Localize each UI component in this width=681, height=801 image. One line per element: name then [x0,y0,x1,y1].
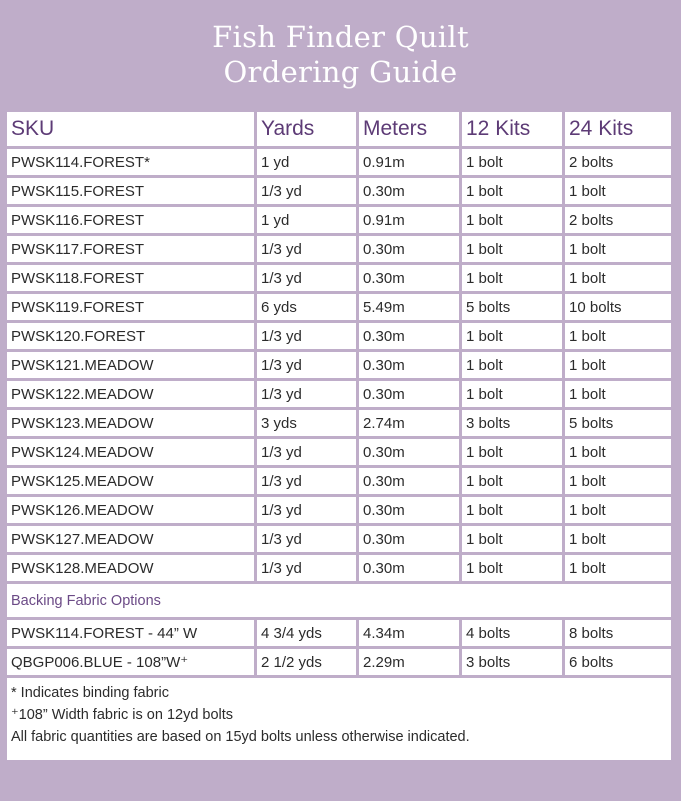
cell-yards: 1/3 yd [257,236,356,262]
cell-meters: 0.30m [359,555,459,581]
cell-12-kits: 1 bolt [462,439,562,465]
footer-band [0,771,681,801]
backing-section [7,584,671,617]
cell-meters: 4.34m [359,620,459,646]
cell-24-kits: 1 bolt [565,323,671,349]
cell-sku: PWSK114.FOREST - 44” W [7,620,254,646]
cell-sku: PWSK121.MEADOW [7,352,254,378]
cell-yards: 1/3 yd [257,497,356,523]
cell-meters: 0.30m [359,468,459,494]
cell-sku: PWSK128.MEADOW [7,555,254,581]
cell-sku: QBGP006.BLUE - 108”W⁺ [7,649,254,675]
cell-sku: PWSK124.MEADOW [7,439,254,465]
cell-meters: 0.91m [359,207,459,233]
cell-meters: 0.30m [359,265,459,291]
cell-12-kits: 1 bolt [462,468,562,494]
cell-sku: PWSK118.FOREST [7,265,254,291]
cell-yards: 1/3 yd [257,352,356,378]
cell-meters: 2.74m [359,410,459,436]
cell-meters: 5.49m [359,294,459,320]
cell-12-kits: 1 bolt [462,149,562,175]
cell-12-kits: 1 bolt [462,497,562,523]
cell-12-kits: 5 bolts [462,294,562,320]
cell-meters: 0.30m [359,439,459,465]
cell-meters: 0.30m [359,236,459,262]
table-row [7,352,671,378]
title-line-2: Ordering Guide [223,55,458,89]
cell-sku: PWSK114.FOREST* [7,149,254,175]
cell-12-kits: 1 bolt [462,526,562,552]
cell-yards: 1/3 yd [257,555,356,581]
table-row [7,410,671,436]
cell-sku: PWSK126.MEADOW [7,497,254,523]
cell-24-kits: 1 bolt [565,178,671,204]
cell-24-kits: 10 bolts [565,294,671,320]
table-row [7,439,671,465]
cell-12-kits: 1 bolt [462,352,562,378]
cell-sku: PWSK120.FOREST [7,323,254,349]
cell-24-kits: 1 bolt [565,555,671,581]
cell-yards: 1/3 yd [257,265,356,291]
notes-section [7,678,671,760]
cell-12-kits: 1 bolt [462,323,562,349]
table-row [7,149,671,175]
cell-12-kits: 1 bolt [462,207,562,233]
cell-meters: 0.30m [359,178,459,204]
cell-24-kits: 1 bolt [565,352,671,378]
cell-sku: PWSK117.FOREST [7,236,254,262]
ordering-table [4,109,674,763]
cell-12-kits: 4 bolts [462,620,562,646]
cell-yards: 1 yd [257,149,356,175]
backing-section-row [7,584,671,617]
cell-12-kits: 1 bolt [462,178,562,204]
page-title [7,8,674,112]
cell-12-kits: 3 bolts [462,410,562,436]
note-bolts: All fabric quantities are based on 15yd bolts unless otherwise indicated. [11,729,470,745]
cell-meters: 0.30m [359,381,459,407]
cell-meters: 0.30m [359,352,459,378]
cell-meters: 0.30m [359,526,459,552]
cell-24-kits: 2 bolts [565,207,671,233]
table-row [7,555,671,581]
cell-yards: 1/3 yd [257,526,356,552]
cell-sku: PWSK115.FOREST [7,178,254,204]
cell-24-kits: 1 bolt [565,468,671,494]
column-header-sku: SKU [7,112,254,146]
cell-yards: 1/3 yd [257,439,356,465]
cell-yards: 1 yd [257,207,356,233]
cell-24-kits: 1 bolt [565,497,671,523]
column-header-24-kits: 24 Kits [565,112,671,146]
table-row [7,468,671,494]
cell-yards: 1/3 yd [257,468,356,494]
table-row [7,178,671,204]
cell-yards: 1/3 yd [257,323,356,349]
note-width: ⁺108” Width fabric is on 12yd bolts [11,707,234,723]
cell-24-kits: 2 bolts [565,149,671,175]
cell-12-kits: 1 bolt [462,236,562,262]
cell-sku: PWSK125.MEADOW [7,468,254,494]
column-header-yards: Yards [257,112,356,146]
cell-meters: 2.29m [359,649,459,675]
cell-yards: 3 yds [257,410,356,436]
cell-24-kits: 1 bolt [565,439,671,465]
table-row [7,381,671,407]
title-line-1: Fish Finder Quilt [212,20,469,54]
cell-12-kits: 1 bolt [462,265,562,291]
cell-12-kits: 3 bolts [462,649,562,675]
cell-12-kits: 1 bolt [462,555,562,581]
cell-meters: 0.91m [359,149,459,175]
cell-12-kits: 1 bolt [462,381,562,407]
cell-sku: PWSK116.FOREST [7,207,254,233]
cell-sku: PWSK119.FOREST [7,294,254,320]
cell-yards: 1/3 yd [257,178,356,204]
table-row [7,620,671,646]
cell-yards: 6 yds [257,294,356,320]
cell-sku: PWSK122.MEADOW [7,381,254,407]
table-header-row [7,112,671,146]
cell-24-kits: 1 bolt [565,236,671,262]
cell-yards: 1/3 yd [257,381,356,407]
backing-rows [7,620,671,675]
table-row [7,526,671,552]
cell-meters: 0.30m [359,323,459,349]
cell-24-kits: 8 bolts [565,620,671,646]
cell-24-kits: 1 bolt [565,265,671,291]
cell-sku: PWSK127.MEADOW [7,526,254,552]
cell-24-kits: 6 bolts [565,649,671,675]
cell-yards: 2 1/2 yds [257,649,356,675]
table-row [7,265,671,291]
table-row [7,294,671,320]
notes-cell [7,678,671,760]
cell-24-kits: 1 bolt [565,526,671,552]
table-row [7,323,671,349]
cell-24-kits: 5 bolts [565,410,671,436]
cell-sku: PWSK123.MEADOW [7,410,254,436]
cell-meters: 0.30m [359,497,459,523]
column-header-12-kits: 12 Kits [462,112,562,146]
cell-24-kits: 1 bolt [565,381,671,407]
cell-yards: 4 3/4 yds [257,620,356,646]
table-row [7,497,671,523]
notes-row [7,678,671,760]
table-row [7,236,671,262]
note-binding: * Indicates binding fabric [11,685,169,701]
table-row [7,207,671,233]
backing-section-label: Backing Fabric Options [7,584,671,617]
table-row [7,649,671,675]
column-header-meters: Meters [359,112,459,146]
fabric-rows [7,149,671,581]
